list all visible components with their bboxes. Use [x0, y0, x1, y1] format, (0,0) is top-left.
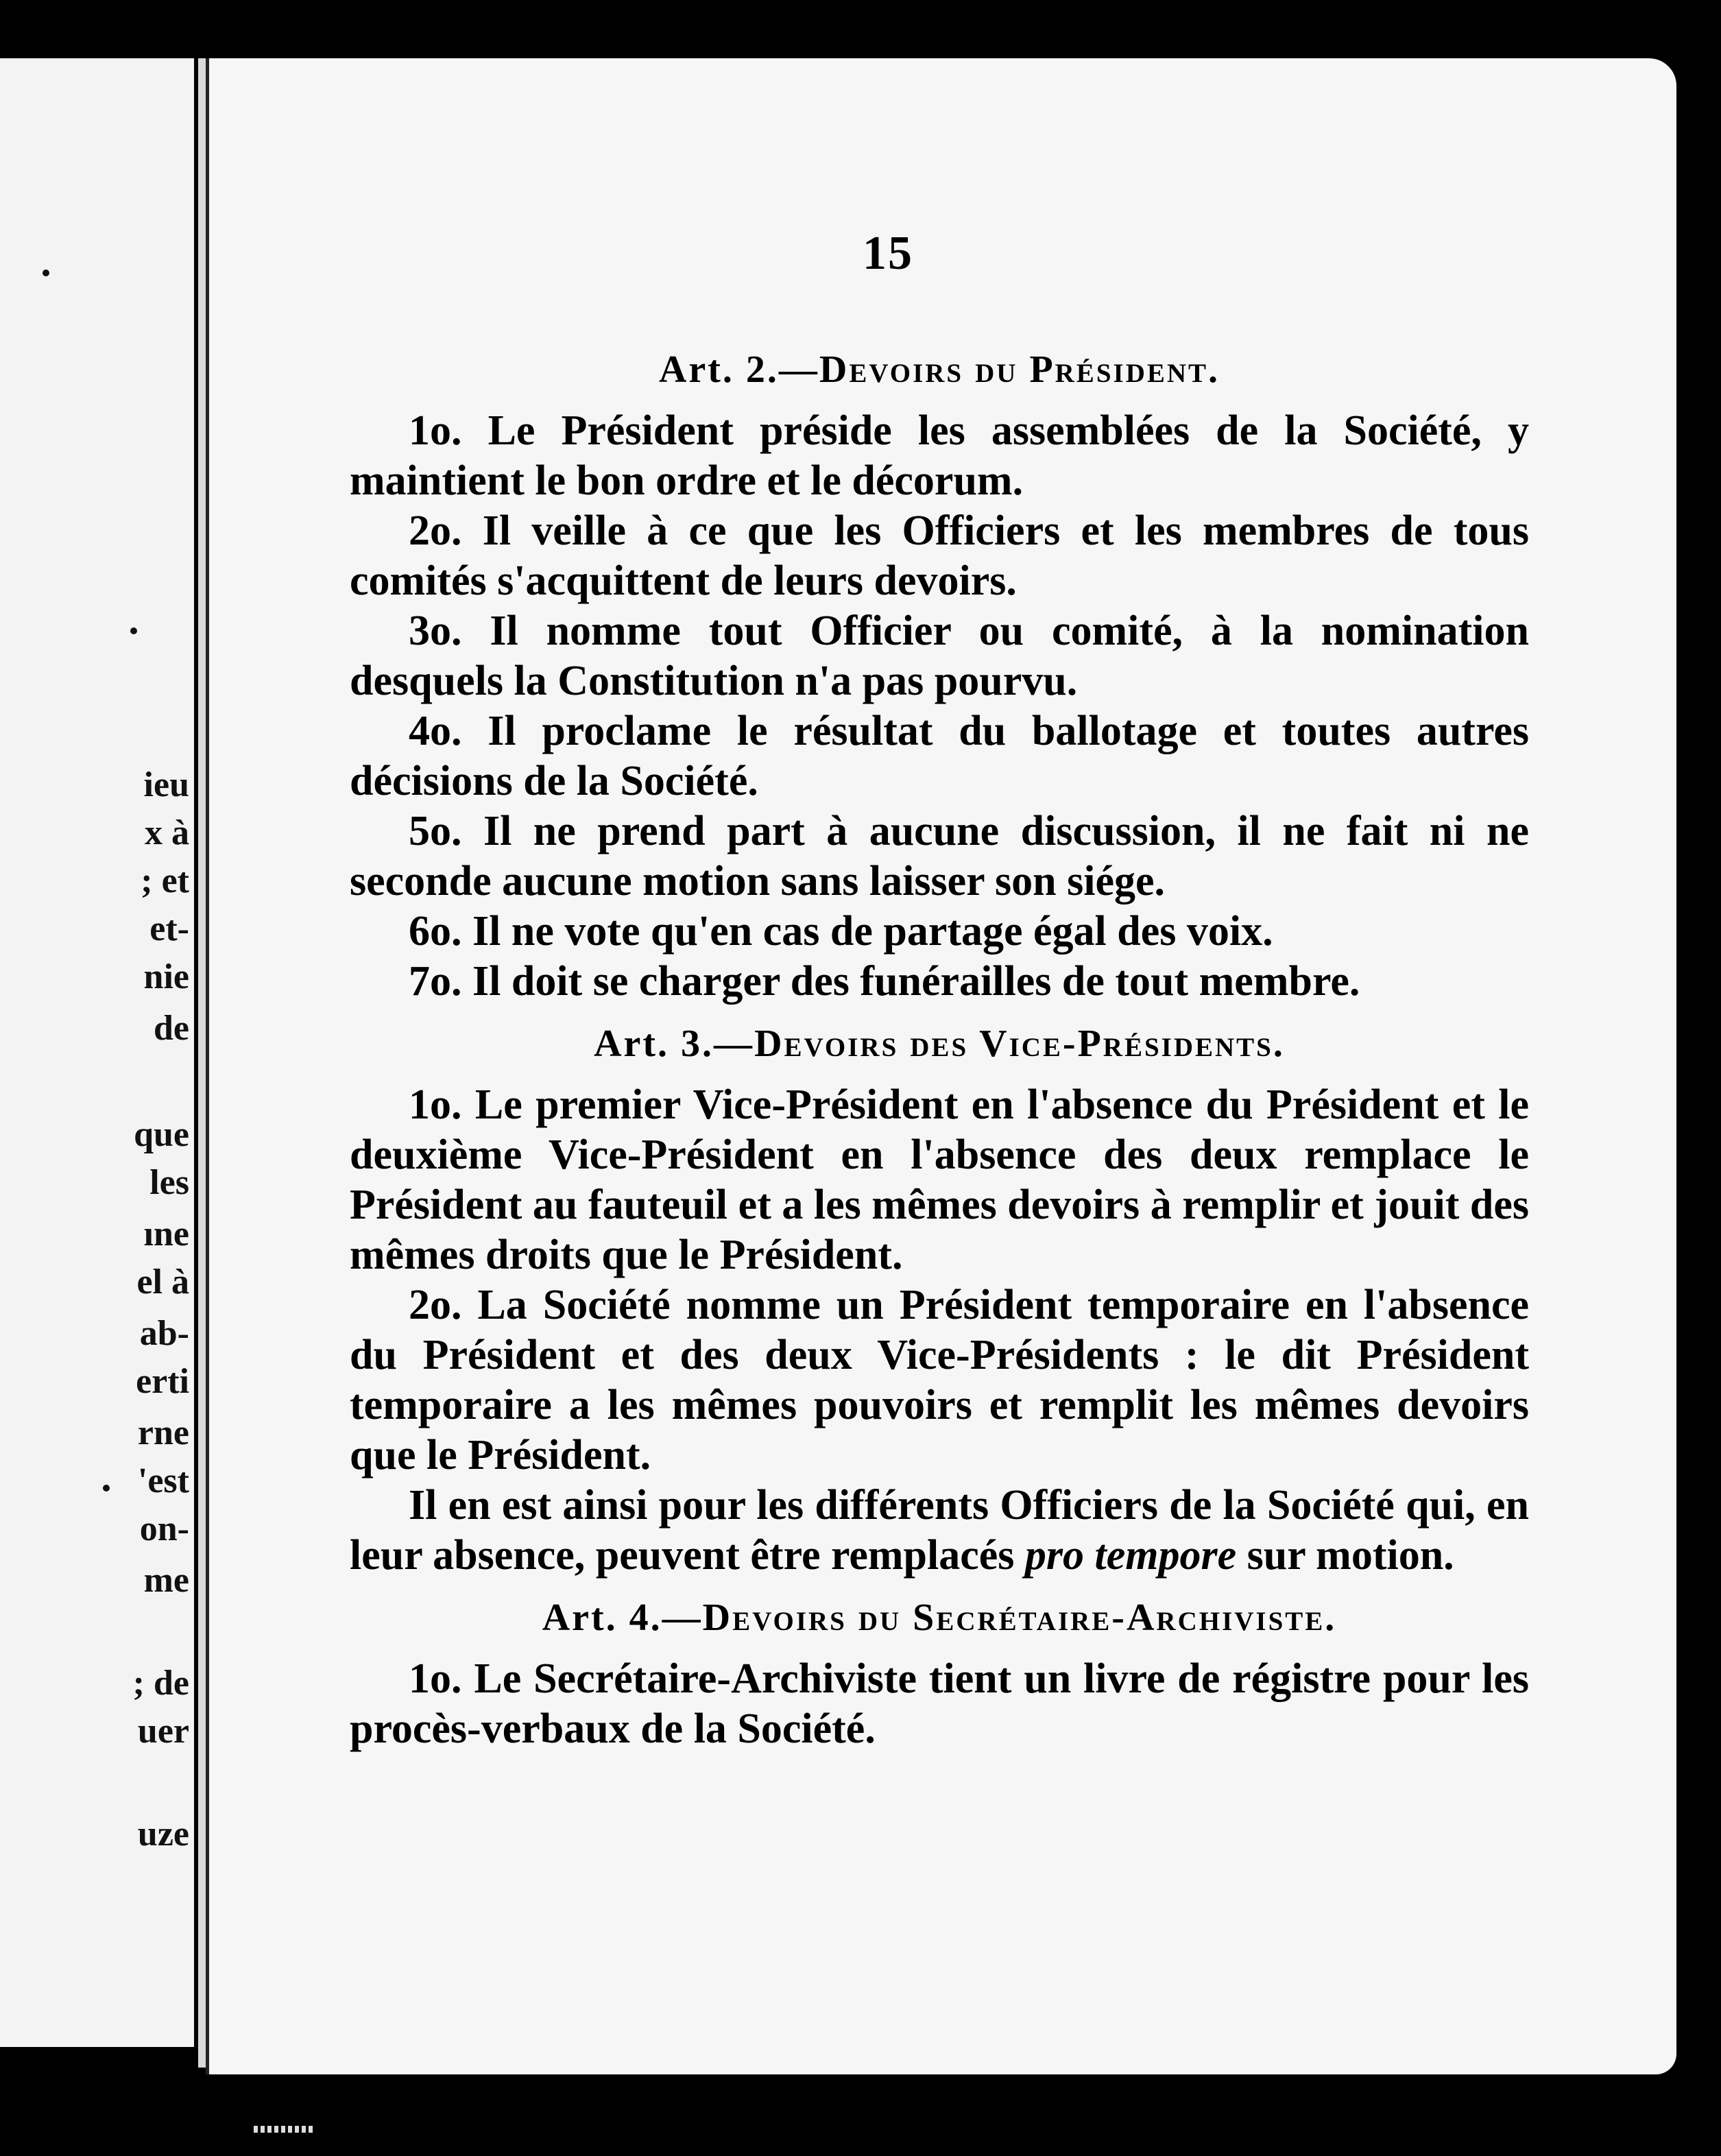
article-2-item: 6o. Il ne vote qu'en cas de partage égal des voix.: [409, 908, 1273, 955]
article-3-closing: [350, 1481, 1529, 1581]
article-3-item: 1o. Le premier Vice-Président en l'absence du Président et le deuxième Vice-Président en l'absence des deux remplace le Président au fauteuil et a les mêmes devoirs à remplir et jouit des mêmes droits que le Président.: [350, 1081, 1529, 1278]
left-page-line: nie: [143, 957, 189, 996]
left-page-line: erti: [136, 1362, 189, 1401]
article-3-item: 2o. La Société nomme un Président temporaire en l'absence du Président et des deux Vice-Présidents : le dit Président temporaire a les mêmes pouvoirs et remplit les mêmes devoirs que le Président.: [350, 1282, 1529, 1478]
left-page-line: ; de: [132, 1664, 189, 1703]
previous-page-fragment: [0, 58, 203, 2047]
article-3-title: Devoirs des Vice-Présidents.: [754, 1022, 1285, 1065]
left-page-line: que: [134, 1115, 189, 1154]
article-3-number: Art. 3.—: [594, 1022, 755, 1065]
ink-speck: [43, 270, 49, 276]
left-page-line: uer: [137, 1712, 189, 1751]
left-page-line: ıne: [143, 1214, 189, 1254]
ink-speck: [130, 627, 137, 634]
left-page-line: 'est: [137, 1461, 189, 1500]
article-2-heading: [350, 345, 1529, 395]
left-page-line: me: [143, 1561, 189, 1600]
left-page-line: et-: [149, 909, 189, 948]
article-4-item: 1o. Le Secrétaire-Archiviste tient un livre de régistre pour les procès-verbaux de la Société.: [350, 1655, 1529, 1752]
article-4-title: Devoirs du Secrétaire-Archiviste.: [702, 1596, 1337, 1639]
page-number: 15: [863, 227, 913, 280]
page-body: [350, 333, 1529, 1754]
left-page-line: on-: [139, 1509, 189, 1548]
article-2-item: 5o. Il ne prend part à aucune discussion, il ne fait ni ne seconde aucune motion sans laisser son siége.: [350, 808, 1529, 905]
article-4-number: Art. 4.—: [542, 1596, 703, 1639]
left-page-line: ; et: [141, 861, 189, 900]
article-2-item: 4o. Il proclame le résultat du ballotage et toutes autres décisions de la Société.: [350, 708, 1529, 804]
article-2-item: 3o. Il nomme tout Officier ou comité, à la nomination desquels la Constitution n'a pas pourvu.: [350, 608, 1529, 704]
ink-speck: [103, 1485, 110, 1492]
left-page-line: ab-: [139, 1314, 189, 1353]
closing-text-end: sur motion.: [1236, 1532, 1454, 1579]
article-2-item: 2o. Il veille à ce que les Officiers et les membres de tous comités s'acquittent de leurs devoirs.: [350, 507, 1529, 604]
scan-edge-mark: [254, 2126, 315, 2133]
book-page: [206, 58, 1676, 2074]
left-page-line: de: [154, 1009, 189, 1048]
article-2-title: Devoirs du Président.: [819, 348, 1220, 391]
left-page-line: x à: [145, 813, 189, 852]
article-4-heading: [350, 1593, 1529, 1643]
closing-text: Il en est ainsi pour les différents Officiers de la Société qui, en leur absence, peuvent être remplacés: [350, 1482, 1529, 1579]
left-page-line: ieu: [143, 765, 189, 804]
article-2-item: 1o. Le Président préside les assemblées de la Société, y maintient le bon ordre et le décorum.: [350, 407, 1529, 504]
latin-phrase: pro tempore: [1024, 1532, 1237, 1579]
article-2-number: Art. 2.—: [658, 348, 819, 391]
article-2-item: 7o. Il doit se charger des funérailles de tout membre.: [409, 958, 1360, 1005]
left-page-line: rne: [137, 1413, 189, 1452]
left-page-line: el à: [136, 1262, 189, 1302]
left-page-line: uze: [137, 1814, 189, 1854]
left-page-line: les: [149, 1163, 189, 1202]
article-3-heading: [350, 1019, 1529, 1069]
